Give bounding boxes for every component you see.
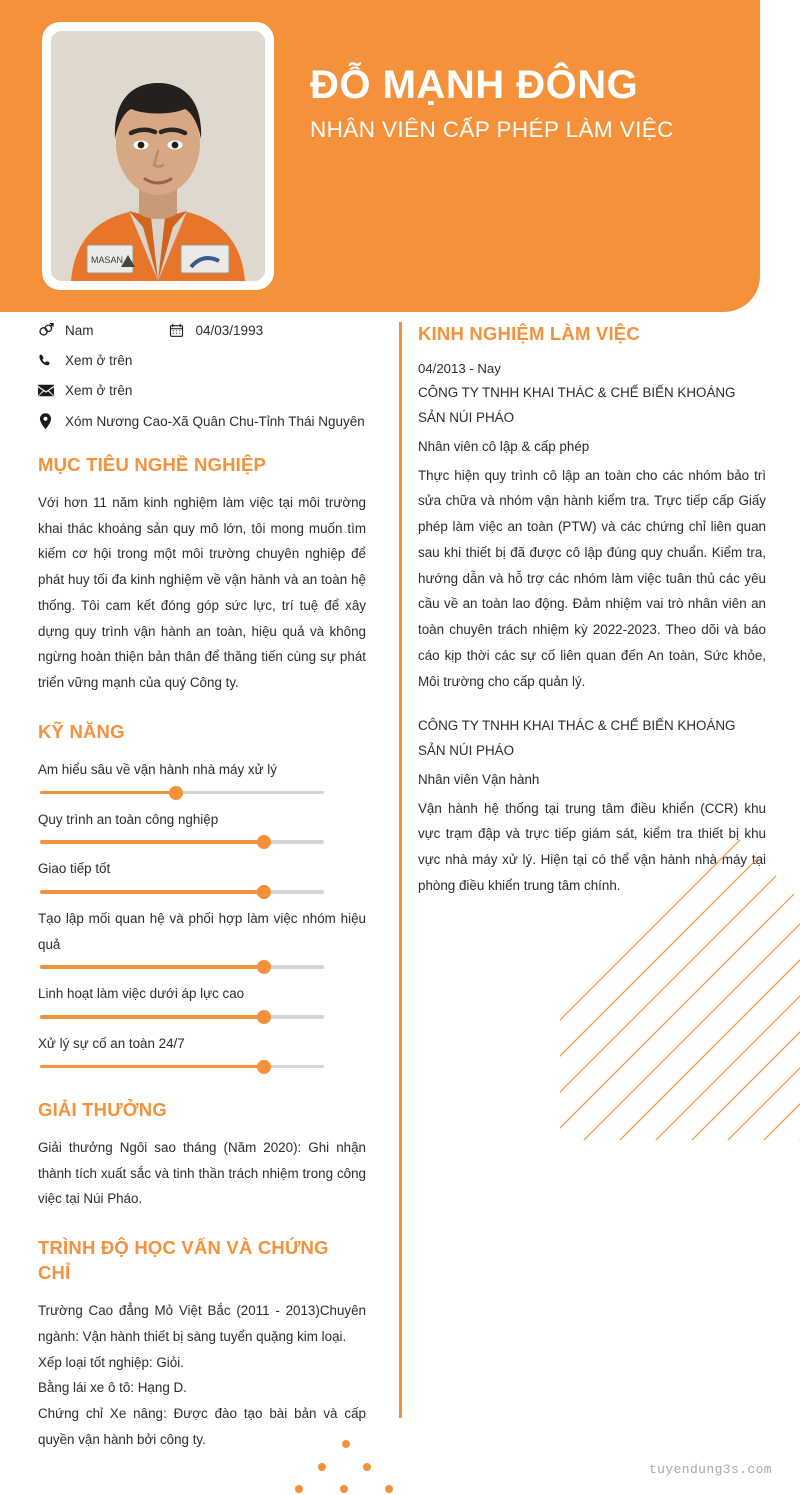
decor-dot — [340, 1485, 348, 1493]
awards-heading: GIẢI THƯỞNG — [38, 1098, 167, 1120]
experience-role: Nhân viên Vận hành — [418, 771, 540, 787]
svg-text:MASAN: MASAN — [91, 255, 124, 265]
experience-role: Nhân viên cô lập & cấp phép — [418, 438, 590, 454]
contact-row-email[interactable] — [38, 383, 366, 398]
skill-label: Tạo lập mối quan hệ và phối hợp làm việc nhóm hiệu quả — [38, 911, 366, 952]
experience-item — [418, 714, 766, 898]
skill-slider[interactable] — [38, 1060, 366, 1074]
skills-list — [38, 757, 366, 1074]
education-license: Bằng lái xe ô tô: Hạng D. — [38, 1380, 187, 1396]
envelope-icon — [38, 384, 60, 397]
skill-knob[interactable] — [257, 835, 271, 849]
skill-slider[interactable] — [38, 786, 366, 800]
header-banner — [0, 0, 760, 312]
skill-label: Giao tiếp tốt — [38, 861, 111, 877]
experience-company: CÔNG TY TNHH KHAI THÁC & CHẾ BIẾN KHOÁNG SẢN NÚI PHÁO — [418, 718, 736, 759]
skill-slider[interactable] — [38, 885, 366, 899]
contact-phone: Xem ở trên — [65, 353, 133, 368]
skill-fill — [40, 890, 264, 894]
skill-knob[interactable] — [257, 1060, 271, 1074]
skill-item — [38, 757, 366, 800]
skill-fill — [40, 840, 264, 844]
experience-item — [418, 357, 766, 694]
contact-gender: Nam — [65, 322, 94, 338]
portrait-photo-illustration — [51, 31, 265, 281]
skill-fill — [40, 1015, 264, 1019]
experience-description: Vận hành hệ thống tại trung tâm điều khiển (CCR) khu vực trạm đập và trực tiếp giám sát, kiểm tra thiết bị khu vực nhà máy xử lý. Hiện tại có thể vận hành nhà máy tại phòng điều khiển trung tâm chính. — [418, 800, 766, 893]
candidate-name: ĐỖ MẠNH ĐÔNG — [310, 63, 639, 107]
decor-dot — [385, 1485, 393, 1493]
skill-knob[interactable] — [257, 960, 271, 974]
skill-item — [38, 807, 366, 850]
skill-item — [38, 981, 366, 1024]
awards-text: Giải thưởng Ngôi sao tháng (Năm 2020): Ghi nhận thành tích xuất sắc và tinh thần trách nhiệm trong công việc tại Núi Pháo. — [38, 1139, 366, 1207]
skill-fill — [40, 791, 176, 795]
candidate-job-title: NHÂN VIÊN CẤP PHÉP LÀM VIỆC — [310, 117, 674, 142]
decor-dot — [318, 1463, 326, 1471]
avatar — [51, 31, 265, 281]
column-divider — [399, 322, 402, 1418]
skill-slider[interactable] — [38, 960, 366, 974]
dots-decoration — [285, 1440, 415, 1485]
skill-item — [38, 1031, 366, 1074]
skill-knob[interactable] — [169, 786, 183, 800]
site-watermark: tuyendung3s.com — [648, 1462, 772, 1477]
contact-row-address — [38, 413, 366, 429]
experience-description: Thực hiện quy trình cô lập an toàn cho các nhóm bảo trì sửa chữa và nhóm vận hành kiểm tra. Trực tiếp cấp Giấy phép làm việc an toàn (PTW) và các chứng chỉ liên quan sau khi thiết bị đã được cô lập đúng quy chuẩn. Kiểm tra, hướng dẫn và hỗ trợ các nhóm làm việc tuân thủ các yêu cầu về an toàn lao động. Đảm nhiệm vai trò nhân viên an toàn chuyên trách nhiệm kỳ 2022-2023. Theo dõi và báo cáo kịp thời các sự cố liên quan đến An toàn, Sức khỏe, Môi trường cho cấp quản lý. — [418, 467, 766, 689]
decor-dot — [363, 1463, 371, 1471]
phone-icon — [38, 353, 60, 368]
skill-knob[interactable] — [257, 1010, 271, 1024]
contact-email: Xem ở trên — [65, 383, 133, 398]
experience-date: 04/2013 - Nay — [418, 360, 501, 376]
education-heading: TRÌNH ĐỘ HỌC VẤN VÀ CHỨNG CHỈ — [38, 1237, 329, 1284]
experience-company: CÔNG TY TNHH KHAI THÁC & CHẾ BIẾN KHOÁNG SẢN NÚI PHÁO — [418, 385, 736, 426]
decor-dot — [295, 1485, 303, 1493]
objective-text: Với hơn 11 năm kinh nghiệm làm việc tại môi trường khai thác khoáng sản quy mô lớn, tôi mong muốn tìm kiếm cơ hội trong một môi trường chuyên nghiệp để phát huy tối đa kinh nghiệm về vận hành và an toàn hệ thống. Tôi cam kết đóng góp sức lực, trí tuệ để xây dựng quy trình vận hành an toàn, hiệu quả và không ngừng hoàn thiện bản thân để thăng tiến cùng sự phát triển vững mạnh của quý Công ty. — [38, 494, 366, 691]
skills-heading: KỸ NĂNG — [38, 720, 125, 742]
avatar-frame — [42, 22, 274, 290]
education-grade: Xếp loại tốt nghiệp: Giỏi. — [38, 1354, 184, 1370]
education-school: Trường Cao đẳng Mỏ Việt Bắc (2011 - 2013)Chuyên ngành: Vận hành thiết bị sàng tuyển quặng kim loại. — [38, 1303, 366, 1344]
contact-block — [38, 322, 366, 429]
contact-row-phone[interactable] — [38, 353, 366, 368]
skill-item — [38, 856, 366, 899]
calendar-icon — [169, 323, 191, 338]
skill-label: Linh hoạt làm việc dưới áp lực cao — [38, 986, 245, 1002]
objective-heading: MỤC TIÊU NGHỀ NGHIỆP — [38, 454, 267, 475]
contact-address: Xóm Nương Cao-Xã Quân Chu-Tỉnh Thái Nguyên — [65, 413, 365, 429]
skill-label: Xử lý sự cố an toàn 24/7 — [38, 1036, 185, 1052]
contact-row-gender-birthday — [38, 322, 366, 338]
skill-knob[interactable] — [257, 885, 271, 899]
skill-fill — [40, 965, 264, 969]
gender-icon — [38, 322, 60, 338]
experience-heading: KINH NGHIỆM LÀM VIỆC — [418, 323, 640, 344]
skill-slider[interactable] — [38, 835, 366, 849]
left-column — [38, 322, 366, 1452]
right-column — [418, 322, 766, 899]
header-text-block — [310, 62, 750, 143]
skill-label: Am hiểu sâu về vận hành nhà máy xử lý — [38, 761, 277, 777]
decor-dot — [342, 1440, 350, 1448]
skill-label: Quy trình an toàn công nghiệp — [38, 811, 219, 827]
location-pin-icon — [38, 413, 60, 429]
education-certificate: Chứng chỉ Xe nâng: Được đào tạo bài bản và cấp quyền vận hành bởi công ty. — [38, 1406, 366, 1447]
skill-slider[interactable] — [38, 1010, 366, 1024]
skill-item — [38, 906, 366, 974]
skill-fill — [40, 1065, 264, 1069]
contact-birthday: 04/03/1993 — [195, 322, 264, 338]
